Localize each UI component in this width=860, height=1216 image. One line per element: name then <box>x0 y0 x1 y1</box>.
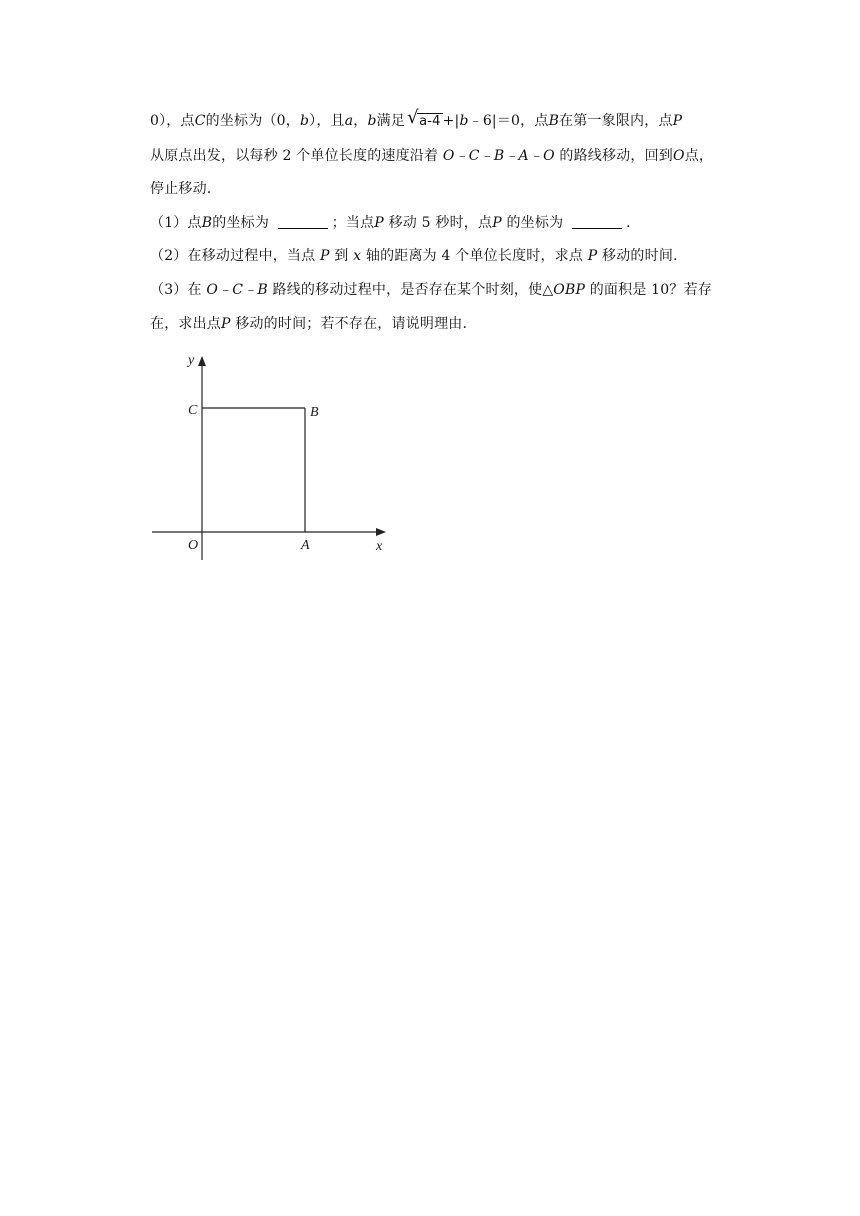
text-segment: （2）在移动过程中，当点 <box>150 248 316 264</box>
answer-blank-2[interactable] <box>572 214 622 229</box>
x-axis-label: x <box>376 539 383 554</box>
text-segment: +| <box>442 113 460 129</box>
point-p-label: P <box>319 248 330 264</box>
text-segment: 的坐标为 <box>506 215 564 231</box>
point-c-label: C <box>194 113 206 129</box>
text-segment: 移动的时间. <box>602 248 678 264</box>
triangle-name: OBP <box>553 282 586 298</box>
text-segment: 的路线移动，回到 <box>559 148 674 164</box>
text-segment: 的面积是 10？若存 <box>589 282 712 298</box>
text-segment: （3）在 <box>150 282 202 298</box>
text-segment: 在第一象限内，点 <box>559 113 673 129</box>
text-segment: . <box>625 215 631 231</box>
question-1 <box>150 213 631 233</box>
point-c-label: C <box>188 403 198 418</box>
point-p-label: P <box>492 215 502 231</box>
question-3 <box>150 280 712 300</box>
point-b-label: B <box>310 405 319 420</box>
text-segment: 点， <box>684 148 714 164</box>
y-axis-label: y <box>188 353 195 368</box>
text-segment: 移动 5 秒时，点 <box>388 215 493 231</box>
variable-x: x <box>353 248 362 264</box>
text-segment: 移动的时间；若不存在，请说明理由. <box>235 316 468 332</box>
variable-a: a <box>344 113 354 129</box>
text-segment: 0），点 <box>150 113 195 129</box>
text-segment: （1）点 <box>150 215 202 231</box>
origin-label: O <box>188 538 199 553</box>
coordinate-figure <box>150 350 390 562</box>
point-a-label: A <box>301 538 310 553</box>
coordinate-diagram <box>150 350 390 562</box>
point-p-label: P <box>374 215 384 231</box>
square-root-expression <box>407 107 443 132</box>
variable-b: b <box>299 113 310 129</box>
y-axis-arrow-icon <box>198 356 206 366</box>
text-segment: 在，求出点 <box>150 316 221 332</box>
text-segment: ），且 <box>309 113 345 129</box>
x-axis-arrow-icon <box>376 528 386 536</box>
point-b-label: B <box>548 113 560 129</box>
problem-line-1 <box>150 107 683 132</box>
question-2 <box>150 246 678 266</box>
point-p-label: P <box>221 316 231 332</box>
problem-line-2 <box>150 146 713 166</box>
text-segment: 路线的移动过程中，是否存在某个时刻，使△ <box>272 282 554 298</box>
radicand: a-4 <box>419 114 441 129</box>
route-expression: O﹣C﹣B <box>206 282 268 298</box>
text-segment: 满足 <box>376 113 406 129</box>
text-segment: 的坐标为（0， <box>205 113 300 129</box>
text-segment: 的坐标为 <box>212 215 270 231</box>
point-b-label: B <box>201 215 213 231</box>
radical-sign-icon: √ <box>407 107 419 128</box>
point-o-label: O <box>673 148 685 164</box>
route-expression: O﹣C﹣B﹣A﹣O <box>442 148 555 164</box>
text-segment: ， <box>353 113 368 129</box>
variable-b: b <box>459 113 469 129</box>
point-p-label: P <box>672 113 683 129</box>
text-segment: 从原点出发，以每秒 2 个单位长度的速度沿着 <box>150 148 439 164</box>
text-segment: 轴的距离为 4 个单位长度时，求点 <box>365 248 584 264</box>
point-p-label: P <box>587 248 598 264</box>
answer-blank-1[interactable] <box>278 214 328 229</box>
text-segment: 到 <box>334 248 349 264</box>
text-segment: ﹣6|＝0，点 <box>468 113 549 129</box>
variable-b: b <box>367 113 377 129</box>
question-3-continued <box>150 314 467 334</box>
text-segment: ；当点 <box>331 215 375 231</box>
problem-line-3: 停止移动. <box>150 181 212 197</box>
